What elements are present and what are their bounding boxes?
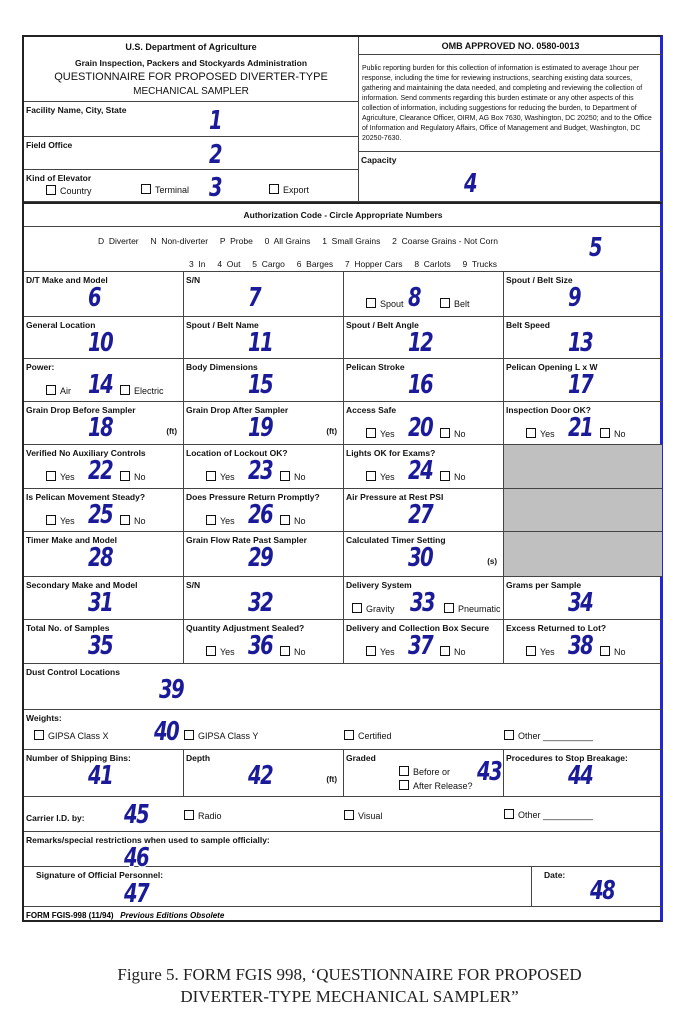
label: Depth	[186, 753, 211, 763]
field-number: 45	[124, 800, 149, 830]
field-number: 46	[124, 843, 149, 873]
form-field-24[interactable]	[344, 445, 504, 489]
field-number: 28	[88, 543, 113, 573]
blank-cell	[504, 532, 662, 577]
field-number: 7	[248, 283, 261, 313]
label: Inspection Door OK?	[506, 405, 591, 415]
unit: (s)	[487, 557, 497, 566]
label: Kind of Elevator	[26, 173, 92, 183]
label: Date:	[544, 870, 566, 880]
checkbox-yes[interactable]: Yes	[526, 646, 555, 658]
form-field-26[interactable]	[184, 489, 344, 532]
field-number: 15	[248, 370, 273, 400]
field-number: 9	[568, 283, 581, 313]
field-number: 34	[568, 588, 593, 618]
label: Excess Returned to Lot?	[506, 623, 607, 633]
checkbox-no[interactable]: No	[120, 471, 146, 483]
label: Delivery System	[346, 580, 412, 590]
checkbox-radio[interactable]: Radio	[184, 810, 222, 822]
label: Access Safe	[346, 405, 397, 415]
form-field-38[interactable]	[504, 620, 662, 664]
label: Signature of Official Personnel:	[36, 870, 164, 880]
label: Spout / Belt Angle	[346, 320, 419, 330]
form-field-37[interactable]	[344, 620, 504, 664]
omb-number: OMB APPROVED NO. 0580-0013	[359, 41, 662, 55]
field-number: 5	[589, 233, 602, 263]
checkbox-yes[interactable]: Yes	[46, 515, 75, 527]
field-number: 4	[464, 169, 477, 199]
field-number: 12	[408, 328, 433, 358]
auth-codes-2: 3 In 4 Out 5 Cargo 6 Barges 7 Hopper Cars 8 Carlots 9 Trucks	[188, 259, 497, 269]
field-number: 2	[209, 140, 222, 170]
field-number: 27	[408, 500, 433, 530]
checkbox-no[interactable]: No	[600, 428, 626, 440]
form-field-36[interactable]	[184, 620, 344, 664]
field-number: 35	[88, 631, 113, 661]
field-number: 32	[248, 588, 273, 618]
field-number: 44	[568, 761, 593, 791]
form-title: QUESTIONNAIRE FOR PROPOSED DIVERTER-TYPE	[54, 71, 328, 83]
label: Field Office	[26, 140, 73, 150]
form-field-29[interactable]	[184, 532, 344, 577]
label: Quantity Adjustment Sealed?	[186, 623, 305, 633]
form-field-40[interactable]	[24, 710, 662, 750]
label: Pelican Stroke	[346, 362, 405, 372]
checkbox-country[interactable]: Country	[46, 185, 92, 197]
unit: (ft)	[326, 427, 337, 436]
form-field-31[interactable]	[24, 577, 184, 620]
field-number: 21	[568, 413, 593, 443]
blank-cell	[504, 445, 662, 489]
checkbox-no[interactable]: No	[440, 646, 466, 658]
form-field-21[interactable]	[504, 402, 662, 445]
label: Timer Make and Model	[26, 535, 118, 545]
checkbox-spout[interactable]: Spout	[366, 298, 404, 310]
checkbox-other-[interactable]: Other __________	[504, 809, 593, 821]
signature-field[interactable]	[24, 867, 532, 907]
field-number: 10	[88, 328, 113, 358]
field-number: 22	[88, 456, 113, 486]
field-number: 13	[568, 328, 593, 358]
label: Body Dimensions	[186, 362, 258, 372]
checkbox-no[interactable]: No	[440, 428, 466, 440]
field-number: 48	[590, 876, 615, 906]
field-number: 19	[248, 413, 273, 443]
figure-caption-2: DIVERTER-TYPE MECHANICAL SAMPLER”	[180, 987, 519, 1006]
label: Capacity	[361, 155, 397, 165]
form-field-25[interactable]	[24, 489, 184, 532]
checkbox-export[interactable]: Export	[269, 184, 309, 196]
field-number: 36	[248, 631, 273, 661]
checkbox-yes[interactable]: Yes	[206, 515, 235, 527]
label: Location of Lockout OK?	[186, 448, 288, 458]
label: Grain Drop Before Sampler	[26, 405, 136, 415]
checkbox-gravity[interactable]: Gravity	[352, 603, 395, 615]
label: Remarks/special restrictions when used to sample officially:	[26, 835, 270, 845]
facility-field[interactable]	[24, 102, 359, 137]
checkbox-electric[interactable]: Electric	[120, 385, 164, 397]
field-number: 47	[124, 879, 149, 909]
form-field-43[interactable]	[344, 750, 504, 797]
form-field-35[interactable]	[24, 620, 184, 664]
checkbox-yes[interactable]: Yes	[366, 471, 395, 483]
form-field-11[interactable]	[184, 317, 344, 359]
field-number: 6	[88, 283, 101, 313]
form-field-30[interactable]	[344, 532, 504, 577]
checkbox-before-or[interactable]: Before or	[399, 766, 450, 778]
form-field-14[interactable]	[24, 359, 184, 402]
checkbox-gipsa-class-y[interactable]: GIPSA Class Y	[184, 730, 258, 742]
form-field-28[interactable]	[24, 532, 184, 577]
checkbox-no[interactable]: No	[280, 471, 306, 483]
label: D/T Make and Model	[26, 275, 108, 285]
label: Graded	[346, 753, 376, 763]
checkbox-belt[interactable]: Belt	[440, 298, 470, 310]
field-number: 39	[159, 675, 184, 705]
unit: (ft)	[326, 775, 337, 784]
checkbox-certified[interactable]: Certified	[344, 730, 392, 742]
checkbox-no[interactable]: No	[280, 515, 306, 527]
field-number: 37	[408, 631, 433, 661]
label: Is Pelican Movement Steady?	[26, 492, 146, 502]
division: Grain Inspection, Packers and Stockyards Administration	[74, 58, 308, 68]
form-field-13[interactable]	[504, 317, 662, 359]
field-number: 14	[88, 370, 113, 400]
form-field-15[interactable]	[184, 359, 344, 402]
checkbox-yes[interactable]: Yes	[366, 428, 395, 440]
checkbox-yes[interactable]: Yes	[526, 428, 555, 440]
agency: U.S. Department of Agriculture	[125, 42, 257, 52]
form-field-33[interactable]	[344, 577, 504, 620]
form-field-32[interactable]	[184, 577, 344, 620]
form-field-12[interactable]	[344, 317, 504, 359]
form-field-23[interactable]	[184, 445, 344, 489]
label: Number of Shipping Bins:	[26, 753, 131, 763]
field-number: 38	[568, 631, 593, 661]
label: Verified No Auxiliary Controls	[26, 448, 146, 458]
label: S/N	[186, 275, 201, 285]
form-field-20[interactable]	[344, 402, 504, 445]
label: Grams per Sample	[506, 580, 582, 590]
form-fgis-998	[22, 35, 663, 922]
form-field-45[interactable]	[24, 797, 662, 832]
checkbox-after-release-[interactable]: After Release?	[399, 780, 473, 792]
unit: (ft)	[166, 427, 177, 436]
form-field-22[interactable]	[24, 445, 184, 489]
form-field-42[interactable]	[184, 750, 344, 797]
form-field-41[interactable]	[24, 750, 184, 797]
field-number: 3	[209, 173, 222, 203]
form-field-18[interactable]	[24, 402, 184, 445]
figure-caption: Figure 5. FORM FGIS 998, ‘QUESTIONNAIRE FOR PROPOSED	[117, 965, 582, 984]
label: Pelican Opening L x W	[506, 362, 598, 372]
field-number: 11	[248, 328, 273, 358]
field-number: 26	[248, 500, 273, 530]
label: Carrier I.D. by:	[26, 813, 85, 823]
date-field[interactable]	[532, 867, 662, 907]
checkbox-other-[interactable]: Other __________	[504, 730, 593, 742]
field-number: 41	[88, 761, 113, 791]
form-field-9[interactable]	[504, 272, 662, 317]
checkbox-air[interactable]: Air	[46, 385, 71, 397]
checkbox-yes[interactable]: Yes	[46, 471, 75, 483]
field-number: 25	[88, 500, 113, 530]
label: Secondary Make and Model	[26, 580, 138, 590]
field-number: 23	[248, 456, 273, 486]
label: Spout / Belt Name	[186, 320, 259, 330]
field-number: 16	[408, 370, 433, 400]
form-footer: FORM FGIS-998 (11/94) Previous Editions Obsolete	[26, 911, 225, 920]
auth-title: Authorization Code - Circle Appropriate Numbers	[24, 210, 662, 227]
form-field-7[interactable]	[184, 272, 344, 317]
field-number: 30	[408, 543, 433, 573]
checkbox-pneumatic[interactable]: Pneumatic	[444, 603, 501, 615]
checkbox-no[interactable]: No	[600, 646, 626, 658]
label: Does Pressure Return Promptly?	[186, 492, 320, 502]
label: Grain Flow Rate Past Sampler	[186, 535, 307, 545]
field-number: 1	[209, 106, 222, 136]
label: General Location	[26, 320, 96, 330]
label: Lights OK for Exams?	[346, 448, 436, 458]
form-field-16[interactable]	[344, 359, 504, 402]
blank-cell	[504, 489, 662, 532]
form-field-44[interactable]	[504, 750, 662, 797]
field-number: 31	[88, 588, 113, 618]
checkbox-yes[interactable]: Yes	[206, 471, 235, 483]
form-subtitle: MECHANICAL SAMPLER	[133, 86, 249, 97]
checkbox-no[interactable]: No	[120, 515, 146, 527]
label: Air Pressure at Rest PSI	[346, 492, 444, 502]
checkbox-yes[interactable]: Yes	[206, 646, 235, 658]
label: Power:	[26, 362, 55, 372]
checkbox-terminal[interactable]: Terminal	[141, 184, 189, 196]
label: Dust Control Locations	[26, 667, 120, 677]
label: S/N	[186, 580, 201, 590]
form-field-17[interactable]	[504, 359, 662, 402]
field-number: 8	[408, 283, 421, 313]
label: Facility Name, City, State	[26, 105, 127, 115]
form-field-8[interactable]	[344, 272, 504, 317]
label: Spout / Belt Size	[506, 275, 573, 285]
checkbox-visual[interactable]: Visual	[344, 810, 382, 822]
form-field-27[interactable]	[344, 489, 504, 532]
checkbox-gipsa-class-x[interactable]: GIPSA Class X	[34, 730, 109, 742]
field-number: 18	[88, 413, 113, 443]
capacity-field[interactable]	[359, 152, 662, 202]
label: Calculated Timer Setting	[346, 535, 446, 545]
checkbox-yes[interactable]: Yes	[366, 646, 395, 658]
field-number: 17	[568, 370, 593, 400]
form-field-39[interactable]	[24, 664, 662, 710]
form-field-10[interactable]	[24, 317, 184, 359]
auth-codes-1: D Diverter N Non-diverter P Probe 0 All Grains 1 Small Grains 2 Coarse Grains - Not Corn	[98, 236, 498, 246]
authorization-code	[24, 202, 662, 272]
label: Delivery and Collection Box Secure	[346, 623, 490, 633]
field-number: 33	[410, 588, 435, 618]
form-field-34[interactable]	[504, 577, 662, 620]
form-field-6[interactable]	[24, 272, 184, 317]
field-number: 43	[477, 757, 502, 787]
field-number: 29	[248, 543, 273, 573]
form-title-block	[24, 37, 359, 102]
field-number: 20	[408, 413, 433, 443]
field-number: 24	[408, 456, 433, 486]
form-field-19[interactable]	[184, 402, 344, 445]
omb-block	[359, 37, 662, 152]
checkbox-no[interactable]: No	[280, 646, 306, 658]
field-number: 40	[154, 717, 179, 747]
label: Grain Drop After Sampler	[186, 405, 289, 415]
checkbox-no[interactable]: No	[440, 471, 466, 483]
field-office-field[interactable]	[24, 137, 359, 170]
form-field-46[interactable]	[24, 832, 662, 873]
label: Belt Speed	[506, 320, 550, 330]
label: Total No. of Samples	[26, 623, 110, 633]
field-number: 42	[248, 761, 273, 791]
elevator-field	[24, 170, 359, 202]
burden-statement: Public reporting burden for this collection of information is estimated to average 1hour per response, including the time for reviewing instructions, searching existing data sources, gathering and maintaining the data needed, and completing and reviewing the collection of information. Send comments regarding this burden estimate or any other aspects of this collection of information, including suggestions for reducing the burden, to Department of Agriculture, Clearance Officer, OIRM, AG Box 7630, Washington, DC 20250; and to the Office of Information and Regulatory Affairs, Office of Management and Budget, Washington, DC 20250-7630.	[362, 65, 652, 142]
label: Weights:	[26, 713, 62, 723]
label: Procedures to Stop Breakage:	[506, 753, 628, 763]
